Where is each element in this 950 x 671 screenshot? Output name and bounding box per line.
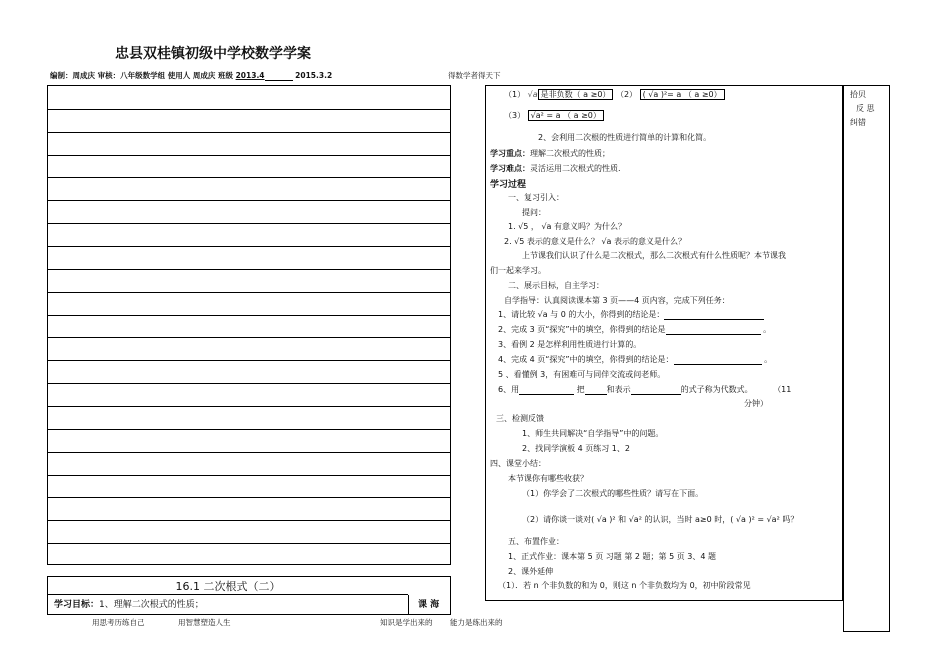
property-2-box: ( √a )²= a （ a ≥0） bbox=[640, 89, 725, 100]
property-3 bbox=[504, 110, 604, 121]
side-label-1: 拾贝 bbox=[850, 90, 866, 99]
property-3-num: （3） bbox=[504, 111, 526, 120]
summary-1: （1）你学会了二次根式的哪些性质？请写在下面。 bbox=[522, 489, 704, 498]
check-1: 1、师生共同解决“自学指导”中的问题。 bbox=[522, 429, 664, 438]
section-4: 四、课堂小结： bbox=[490, 459, 546, 468]
ruled-line bbox=[48, 406, 450, 407]
ruled-line bbox=[48, 337, 450, 338]
process-heading: 学习过程 bbox=[490, 180, 527, 190]
section-2: 二、展示目标，自主学习： bbox=[508, 281, 604, 290]
ruled-line bbox=[48, 475, 450, 476]
ruled-line bbox=[48, 383, 450, 384]
intro-line-2: 们一起来学习。 bbox=[490, 266, 546, 275]
learning-goal bbox=[54, 597, 204, 610]
notes-lined-area bbox=[47, 85, 451, 565]
ruled-line bbox=[48, 452, 450, 453]
ruled-line bbox=[48, 269, 450, 270]
diff-text: 灵活运用二次根式的性质. bbox=[530, 164, 621, 173]
reflection-column bbox=[843, 85, 890, 632]
ruled-line bbox=[48, 315, 450, 316]
intro-line-1: 上节课我们认识了什么是二次根式，那么二次根式有什么性质呢？本节课我 bbox=[522, 251, 786, 260]
footer-motto-3: 知识是学出来的 bbox=[380, 618, 433, 627]
sqrt-a-icon: √a bbox=[527, 90, 538, 99]
meta-prefix: 编制：周成庆 审核：八年级数学组 使用人 周成庆 班级 bbox=[50, 71, 233, 80]
task-1-text: 1、请比较 √a 与 0 的大小，你得到的结论是： bbox=[498, 310, 665, 319]
meta-date-1: 2013.4 bbox=[235, 71, 265, 80]
diff-label: 学习难点： bbox=[490, 164, 530, 173]
task-2: 2、完成 3 页“探究”中的填空，你得到的结论是 。 bbox=[498, 325, 772, 334]
task-6-part-d: 的式子称为代数式。 bbox=[680, 385, 753, 394]
ruled-line bbox=[48, 109, 450, 110]
goal-text: 1、理解二次根式的性质； bbox=[99, 600, 204, 610]
property-1-box: 是非负数（ a ≥0） bbox=[538, 89, 614, 100]
task-6-blank-3[interactable] bbox=[631, 394, 681, 395]
footer-motto-4: 能力是练出来的 bbox=[450, 618, 503, 627]
lesson-divider bbox=[48, 594, 408, 595]
task-6-part-c: 和表示 bbox=[606, 385, 631, 394]
question-1: 1. √5 ， √a 有意义吗？为什么？ bbox=[508, 222, 626, 231]
check-2: 2、找同学演板 4 页练习 1、2 bbox=[522, 444, 630, 453]
ask-label: 提问： bbox=[522, 208, 546, 217]
task-6-part-a: 6、用 bbox=[498, 385, 520, 394]
ruled-line bbox=[48, 429, 450, 430]
difficult-points bbox=[490, 163, 621, 174]
key-points bbox=[490, 148, 610, 159]
footer-motto-2: 用智慧塑造人生 bbox=[178, 618, 231, 627]
property-2-num: （2） bbox=[615, 90, 638, 99]
guide-text: 自学指导：认真阅读课本第 3 页——4 页内容，完成下列任务： bbox=[504, 296, 730, 305]
ruled-line bbox=[48, 200, 450, 201]
task-2-blank[interactable] bbox=[666, 334, 761, 335]
ruled-line bbox=[48, 177, 450, 178]
side-label-2: 反 思 bbox=[856, 104, 875, 113]
homework-2: 2、课外延伸 bbox=[508, 567, 554, 576]
ruled-line bbox=[48, 292, 450, 293]
task-4: 4、完成 4 页“探究”中的填空，你得到的结论是： 。 bbox=[498, 355, 773, 364]
task-5: 5 、看懂例 3，有困难可与同伴交流或问老师。 bbox=[498, 370, 666, 379]
ruled-line bbox=[48, 132, 450, 133]
lesson-title: 16.1 二次根式（二） bbox=[175, 580, 281, 593]
lesson-side-label: 课 海 bbox=[418, 600, 440, 610]
task-6-minutes: 分钟） bbox=[744, 399, 768, 408]
property-3-box: √a² = a （ a ≥0） bbox=[528, 110, 604, 121]
lesson-vdivider bbox=[408, 595, 409, 614]
task-1 bbox=[498, 309, 764, 320]
task-6-time: （11 bbox=[773, 385, 792, 394]
ruled-line bbox=[48, 543, 450, 544]
section-1: 一、复习引入： bbox=[508, 193, 564, 202]
ruled-line bbox=[48, 360, 450, 361]
task-6-part-b: 把 bbox=[576, 385, 585, 394]
top-motto: 得数学者得天下 bbox=[448, 71, 501, 80]
ruled-line bbox=[48, 520, 450, 521]
task-1-blank[interactable] bbox=[664, 319, 764, 320]
lesson-box bbox=[47, 576, 451, 615]
summary-question: 本节课你有哪些收获？ bbox=[508, 474, 588, 483]
ruled-line bbox=[48, 497, 450, 498]
goal-2: 2、会利用二次根的性质进行简单的计算和化简。 bbox=[538, 133, 712, 142]
ruled-line bbox=[48, 223, 450, 224]
key-label: 学习重点： bbox=[490, 149, 530, 158]
footer-motto-1: 用思考历练自己 bbox=[92, 618, 145, 627]
property-1-num: （1） bbox=[504, 90, 526, 99]
ruled-line bbox=[48, 155, 450, 156]
section-3: 三、检测反馈 bbox=[496, 414, 544, 423]
task-4-blank[interactable] bbox=[674, 364, 762, 365]
task-4-text: 4、完成 4 页“探究”中的填空，你得到的结论是： bbox=[498, 355, 674, 364]
summary-2: （2）请你谈一谈对( √a )² 和 √a² 的认识，当时 a≥0 时，( √a )² = √a² 吗？ bbox=[522, 515, 799, 524]
meta-date-2: 2015.3.2 bbox=[295, 71, 333, 80]
task-6-blank-1[interactable] bbox=[519, 394, 574, 395]
homework-1: 1、正式作业：课本第 5 页 习题 第 2 题；第 5 页 3、4 题 bbox=[508, 552, 716, 561]
task-3: 3、看例 2 是怎样利用性质进行计算的。 bbox=[498, 340, 642, 349]
content-panel bbox=[485, 85, 843, 601]
side-label-3: 纠错 bbox=[850, 118, 866, 127]
property-1 bbox=[504, 89, 725, 100]
question-2: 2. √5 表示的意义是什么？ √a 表示的意义是什么？ bbox=[504, 237, 686, 246]
task-2-text: 2、完成 3 页“探究”中的填空，你得到的结论是 bbox=[498, 325, 666, 334]
ruled-line bbox=[48, 246, 450, 247]
page-title: 忠县双桂镇初级中学校数学学案 bbox=[115, 46, 311, 62]
key-text: 理解二次根式的性质； bbox=[530, 149, 610, 158]
author-meta bbox=[50, 70, 332, 81]
goal-label: 学习目标： bbox=[54, 600, 100, 610]
task-6 bbox=[498, 384, 791, 395]
task-6-blank-2[interactable] bbox=[585, 394, 607, 395]
homework-3: （1）．若 n 个非负数的和为 0，则这 n 个非负数均为 0，初中阶段常见 bbox=[498, 581, 751, 590]
section-5: 五、布置作业： bbox=[508, 537, 564, 546]
